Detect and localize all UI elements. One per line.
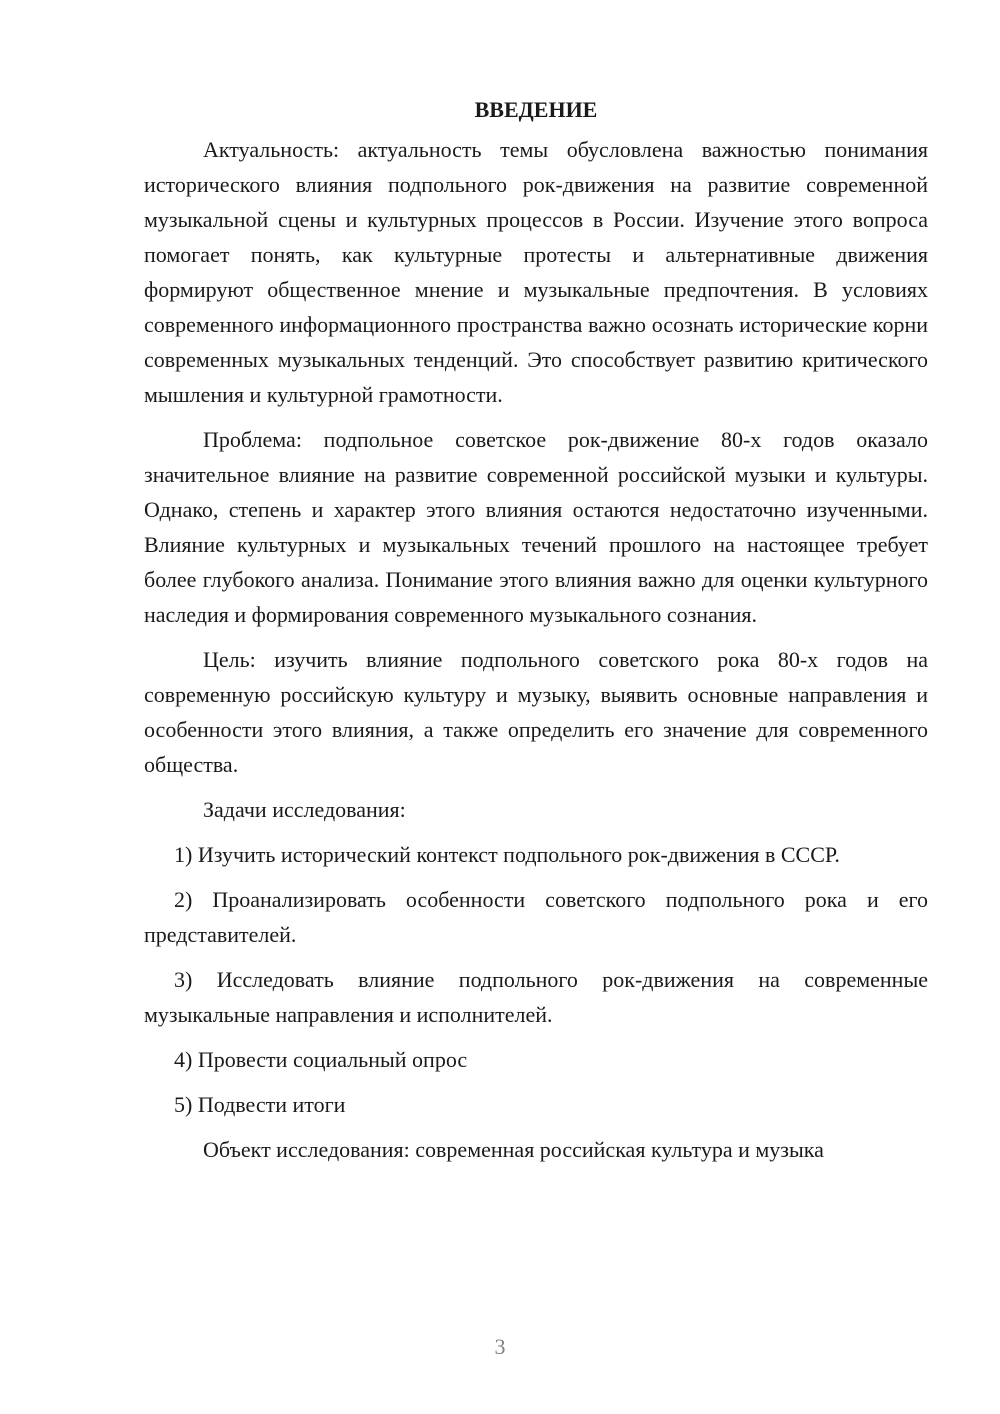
task-item-5: 5) Подвести итоги (174, 1092, 346, 1117)
paragraph-relevance: Актуальность: актуальность темы обусловлена важностью понимания исторического влияния подпольного рок-движения на развитие современной музыкальной сцены и культурных процессов в России. Изучение этого вопроса помогает понять, как культурные протесты и альтернативные движения формируют общественное мнение и музыкальные предпочтения. В условиях современного информационного пространства важно осознать исторические корни современных музыкальных тенденций. Это способствует развитию критического мышления и культурной грамотности. (144, 137, 928, 407)
section-title: ВВЕДЕНИЕ (474, 97, 598, 122)
paragraph-goal: Цель: изучить влияние подпольного советского рока 80-х годов на современную российскую культуру и музыку, выявить основные направления и особенности этого влияния, а также определить его значение для современного общества. (144, 647, 928, 777)
task-item-3: 3) Исследовать влияние подпольного рок-движения на современные музыкальные направления и исполнителей. (144, 967, 928, 1027)
task-item-1: 1) Изучить исторический контекст подпольного рок-движения в СССР. (174, 842, 840, 867)
paragraph-problem: Проблема: подпольное советское рок-движение 80-х годов оказало значительное влияние на развитие современной российской музыки и культуры. Однако, степень и характер этого влияния остаются недостаточно изученными. Влияние культурных и музыкальных течений прошлого на настоящее требует более глубокого анализа. Понимание этого влияния важно для оценки культурного наследия и формирования современного музыкального сознания. (144, 427, 928, 627)
task-item-4: 4) Провести социальный опрос (174, 1047, 468, 1072)
paragraph-object: Объект исследования: современная российская культура и музыка (203, 1137, 824, 1162)
tasks-heading: Задачи исследования: (203, 797, 406, 822)
task-item-2: 2) Проанализировать особенности советского подпольного рока и его представителей. (144, 887, 928, 947)
page-number: 3 (494, 1334, 506, 1359)
document-page (144, 90, 928, 1177)
